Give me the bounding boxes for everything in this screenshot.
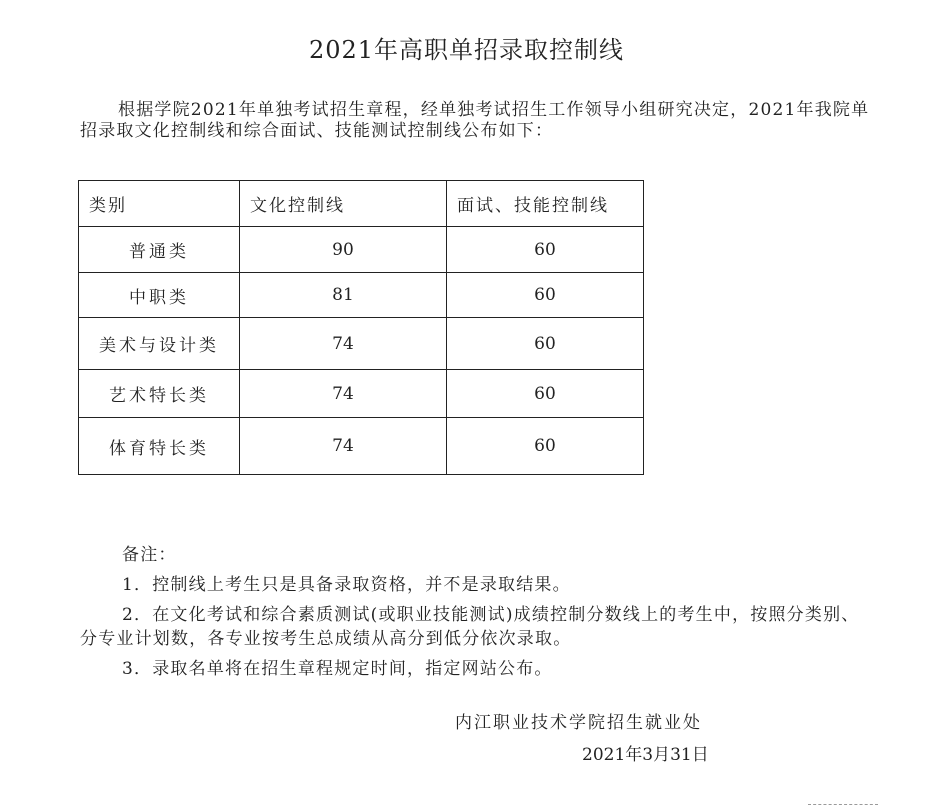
culture-cell: 90 — [240, 227, 447, 273]
table-row — [79, 318, 644, 370]
table-row — [79, 273, 644, 318]
note-item: 3．录取名单将在招生章程规定时间，指定网站公布。 — [122, 659, 553, 679]
signature-org: 内江职业技术学院招生就业处 — [455, 713, 702, 733]
header-culture-line: 文化控制线 — [240, 181, 447, 227]
culture-cell: 74 — [240, 418, 447, 475]
header-category: 类别 — [79, 181, 240, 227]
category-cell: 中职类 — [79, 273, 240, 318]
culture-cell: 74 — [240, 370, 447, 418]
interview-cell: 60 — [447, 370, 644, 418]
table-row — [79, 227, 644, 273]
notes-section — [80, 543, 870, 687]
page-title: 2021年高职单招录取控制线 — [308, 36, 625, 64]
culture-cell: 74 — [240, 318, 447, 370]
category-cell: 艺术特长类 — [79, 370, 240, 418]
culture-cell: 81 — [240, 273, 447, 318]
table-row — [79, 418, 644, 475]
score-table — [78, 180, 644, 475]
interview-cell: 60 — [447, 318, 644, 370]
intro-paragraph: 根据学院2021年单独考试招生章程，经单独考试招生工作领导小组研究决定，2021年我院单招录取文化控制线和综合面试、技能测试控制线公布如下： — [80, 100, 870, 141]
category-cell: 美术与设计类 — [79, 318, 240, 370]
signature-date: 2021年3月31日 — [582, 745, 709, 765]
note-item: 1．控制线上考生只是具备录取资格，并不是录取结果。 — [122, 575, 571, 595]
note-item: 2．在文化考试和综合素质测试(或职业技能测试)成绩控制分数线上的考生中，按照分类别、分专业计划数，各专业按考生总成绩从高分到低分依次录取。 — [80, 605, 860, 649]
interview-cell: 60 — [447, 273, 644, 318]
interview-cell: 60 — [447, 227, 644, 273]
notes-label: 备注： — [122, 545, 177, 565]
category-cell: 体育特长类 — [79, 418, 240, 475]
table-row — [79, 370, 644, 418]
header-interview-line: 面试、技能控制线 — [447, 181, 644, 227]
category-cell: 普通类 — [79, 227, 240, 273]
table-header-row — [79, 181, 644, 227]
interview-cell: 60 — [447, 418, 644, 475]
